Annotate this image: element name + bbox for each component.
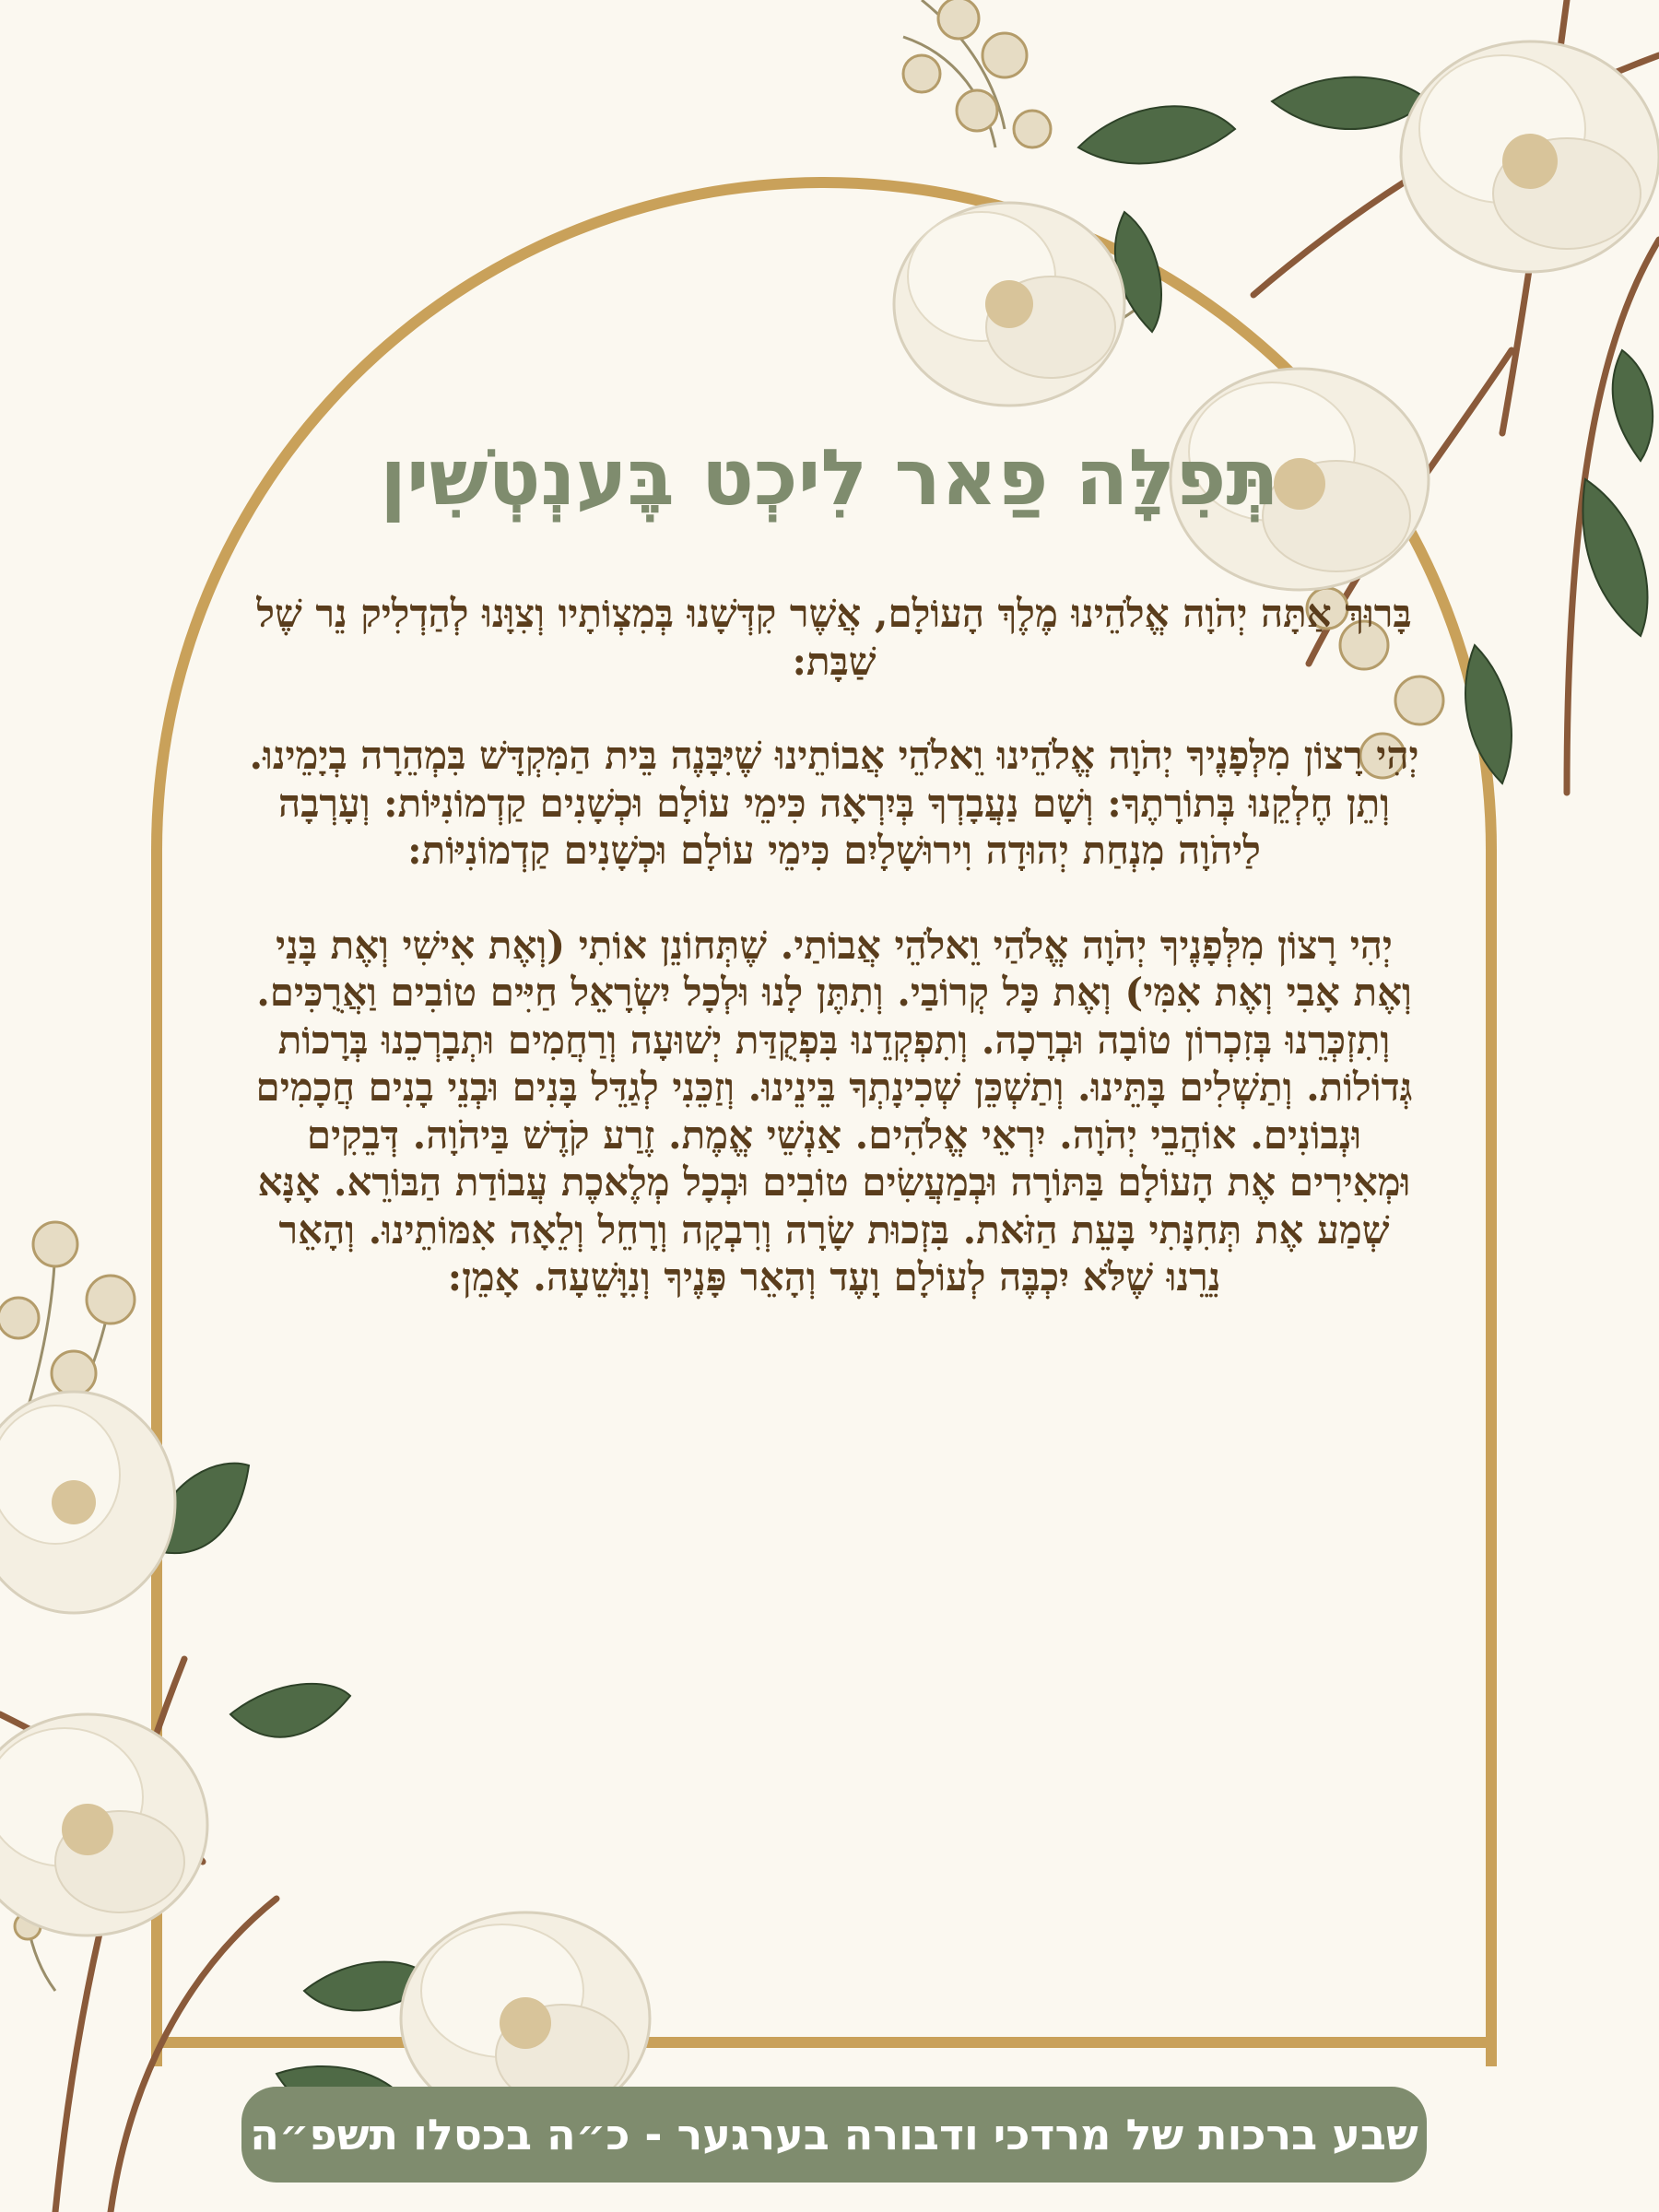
floral-bottom-left-decoration (0, 1198, 737, 2212)
magnolia-flower-icon (894, 203, 1124, 406)
page-title: תְּפִלָּה פַאר לִיכְט בֶּענְטְשִׁין (380, 432, 1279, 523)
prayer-paragraph-2: יְהִי רָצוֹן מִלְּפָנֶיךָ יְהֹוָה אֱלֹהֵינוּ וֵאלֹהֵי אֲבוֹתֵינוּ שֶׁיִּבָּנֶה בֵּית הַמִּקְדָּשׁ בִּמְהֵרָה בְיָמֵינוּ. וְתֵן חֶלְקֵנוּ בְּתוֹרָתֶךָ: וְשָׁם נַעֲבָדְךָ בְּיִרְאָה כִּימֵי עוֹלָם וּכְשָׁנִים קַדְמוֹנִיּוֹת: וְעָרְבָה לַיהֹוָה מִנְחַת יְהוּדָה וִירוּשָׁלָיִם כִּימֵי עוֹלָם וּכְשָׁנִים קַדְמוֹנִיּוֹת: (249, 733, 1419, 873)
magnolia-flower-icon (0, 1392, 175, 1613)
magnolia-flower-icon (0, 1714, 207, 1936)
footer-text: שבע ברכות של מרדכי ודבורה בערגער - כ״ה בכסלו תשפ״ה (250, 2110, 1418, 2159)
prayer-paragraph-3: יְהִי רָצוֹן מִלְּפָנֶיךָ יְהֹוָה אֱלֹהַי וֵאלֹהֵי אֲבוֹתַי. שֶׁתְּחוֹנֵן אוֹתִי (וְאֶת אִישִׁי וְאֶת בָּנַי וְאֶת אָבִי וְאֶת אִמִּי) וְאֶת כָּל קְרוֹבַי. וְתִתֶּן לָנוּ וּלְכָל יִשְׂרָאֵל חַיִּים טוֹבִים וַאֲרֻכִּים. וְתִזְכְּרֵנוּ בְּזִכְרוֹן טוֹבָה וּבְרָכָה. וְתִפְקְדֵנוּ בִּפְקֻדַּת יְשׁוּעָה וְרַחֲמִים וּתְבָרְכֵנוּ בְּרָכוֹת גְּדוֹלוֹת. וְתַשְׁלִים בָּתֵּינוּ. וְתַשְׁכֵּן שְׁכִינָתְךָ בֵּינֵינוּ. וְזַכֵּנִי לְגַדֵּל בָּנִים וּבְנֵי בָנִים חֲכָמִים וּנְבוֹנִים. אוֹהֲבֵי יְהֹוָה. יִרְאֵי אֱלֹהִים. אַנְשֵׁי אֱמֶת. זֶרַע קֹדֶשׁ בַּיהֹוָה. דְּבֵקִים וּמְאִירִים אֶת הָעוֹלָם בַּתּוֹרָה וּבְמַעֲשִׂים טוֹבִים וּבְכָל מְלֶאכֶת עֲבוֹדַת הַבּוֹרֵא. אָנָּא שְׁמַע אֶת תְּחִנָּתִי בָּעֵת הַזֹּאת. בִּזְכוּת שָׂרָה וְרִבְקָה וְרָחֵל וְלֵאָה אִמּוֹתֵינוּ. וְהָאֵר נֵרֵנוּ שֶׁלֹּא יִכְבֶּה לְעוֹלָם וָעֶד וְהָאֵר פָּנֶיךָ וְנִוָּשֵׁעָה. אָמֵן: (255, 922, 1413, 1300)
prayer-text (249, 590, 1419, 1301)
footer-banner (241, 2087, 1427, 2183)
magnolia-flower-icon (1401, 41, 1659, 272)
prayer-paragraph-1: בָּרוּךְ אַתָּה יְהֹוָה אֱלֹהֵינוּ מֶלֶךְ הָעוֹלָם, אֲשֶׁר קִדְּשָׁנוּ בְּמִצְוֹתָיו וְצִוָּנוּ לְהַדְלִיק נֵר שֶׁל שַׁבָּת: (256, 591, 1412, 684)
